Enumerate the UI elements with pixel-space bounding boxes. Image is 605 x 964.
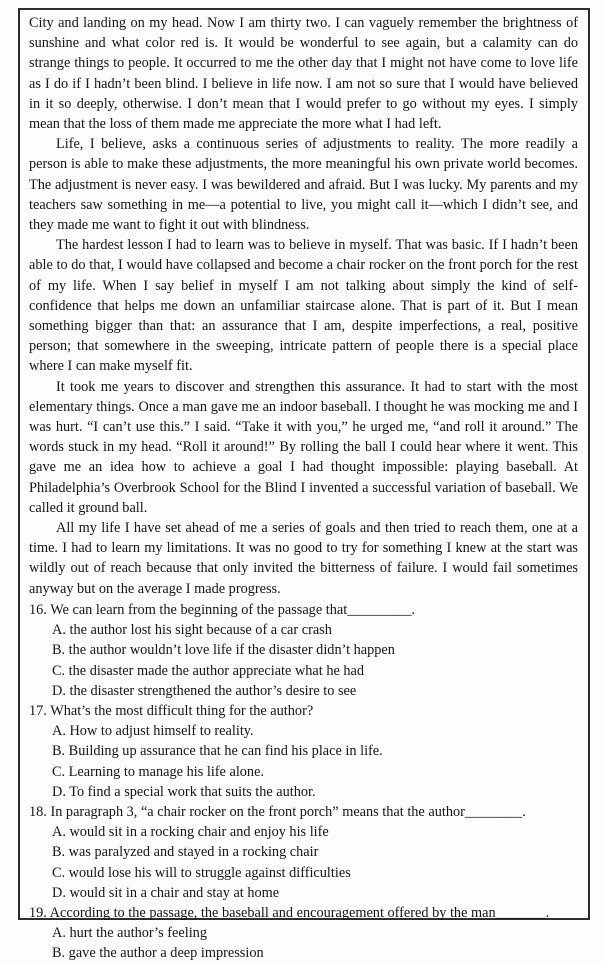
question-18-stem [29,802,578,822]
reading-passage [29,13,578,599]
question-number: 17. [29,702,47,719]
question-number: 19. [29,904,47,921]
question-16 [29,600,578,701]
question-17-stem [29,701,578,721]
question-19-stem [29,903,578,923]
question-text: What’s the most difficult thing for the author? [50,702,314,719]
question-16-stem [29,600,578,620]
question-18-option-b: B. was paralyzed and stayed in a rocking chair [52,844,319,861]
question-18-option-c: C. would lose his will to struggle against difficulties [52,864,351,881]
question-text: According to the passage, the baseball and encouragement offered by the man_______. [49,904,550,921]
question-19-option-a: A. hurt the author’s feeling [52,925,207,942]
question-17-option-c: C. Learning to manage his life alone. [52,763,265,780]
question-19 [29,903,578,964]
question-16-option-b: B. the author wouldn’t love life if the disaster didn’t happen [52,642,395,659]
question-18-option-a: A. would sit in a rocking chair and enjoy his life [52,824,329,841]
question-section [29,600,578,964]
question-number: 16. [29,601,47,618]
question-text: We can learn from the beginning of the passage that_________. [50,601,416,618]
question-16-option-a: A. the author lost his sight because of a car crash [52,622,332,639]
passage-paragraph-2: Life, I believe, asks a continuous series of adjustments to reality. The more readily a person is able to make these adjustments, the more meaningful his own private world becomes. The adjustment is never easy. I was bewildered and afraid. But I was lucky. My parents and my teachers saw something in me—a potential to live, you might call it—which I didn’t see, and they made me want to fight it out with blindness. [29,136,578,234]
passage-paragraph-1: City and landing on my head. Now I am thirty two. I can vaguely remember the brightness of sunshine and what color red is. It would be wonderful to see again, but a calamity can do strange things to people. It occurred to me the other day that I might not have come to love life as I do if I hadn’t been blind. I believe in life now. I am not so sure that I would have believed in it so deeply, otherwise. I don’t mean that I would prefer to go without my eyes. I simply mean that the loss of them made me appreciate the more what I had left. [29,15,578,133]
scanned-test-page [18,8,590,962]
question-17-option-d: D. To find a special work that suits the author. [52,783,316,800]
question-19-option-b: B. gave the author a deep impression [52,945,264,962]
question-17 [29,701,578,802]
question-text: In paragraph 3, “a chair rocker on the front porch” means that the author________. [50,803,526,820]
question-16-option-d: D. the disaster strengthened the author’s desire to see [52,682,357,699]
passage-paragraph-5: All my life I have set ahead of me a series of goals and then tried to reach them, one at a time. I had to learn my limitations. It was no good to try for something I knew at the start was wildly out of reach because that only invited the bitterness of failure. I would fail sometimes anyway but on the average I made progress. [29,520,578,597]
passage-paragraph-3: The hardest lesson I had to learn was to believe in myself. That was basic. If I hadn’t been able to do that, I would have collapsed and become a chair rocker on the front porch for the rest of my life. When I say belief in myself I am not talking about simply the kind of self-confidence that helps me down an unfamiliar staircase alone. That is part of it. But I mean something bigger than that: an assurance that I am, despite imperfections, a real, positive person; that somewhere in the sweeping, intricate pattern of people there is a special place where I can make myself fit. [29,237,578,375]
question-18 [29,802,578,903]
question-16-option-c: C. the disaster made the author appreciate what he had [52,662,365,679]
question-18-option-d: D. would sit in a chair and stay at home [52,884,280,901]
question-17-option-b: B. Building up assurance that he can find his place in life. [52,743,383,760]
passage-paragraph-4: It took me years to discover and strengthen this assurance. It had to start with the most elementary things. Once a man gave me an indoor baseball. I thought he was mocking me and I was hurt. “I can’t use this.” I said. “Take it with you,” he urged me, “and roll it around.” The words stuck in my head. “Roll it around!” By rolling the ball I could hear where it went. This gave me an idea how to achieve a goal I had thought impossible: playing baseball. At Philadelphia’s Overbrook School for the Blind I invented a successful variation of baseball. We called it ground ball. [29,378,578,516]
question-17-option-a: A. How to adjust himself to reality. [52,723,254,740]
question-number: 18. [29,803,47,820]
